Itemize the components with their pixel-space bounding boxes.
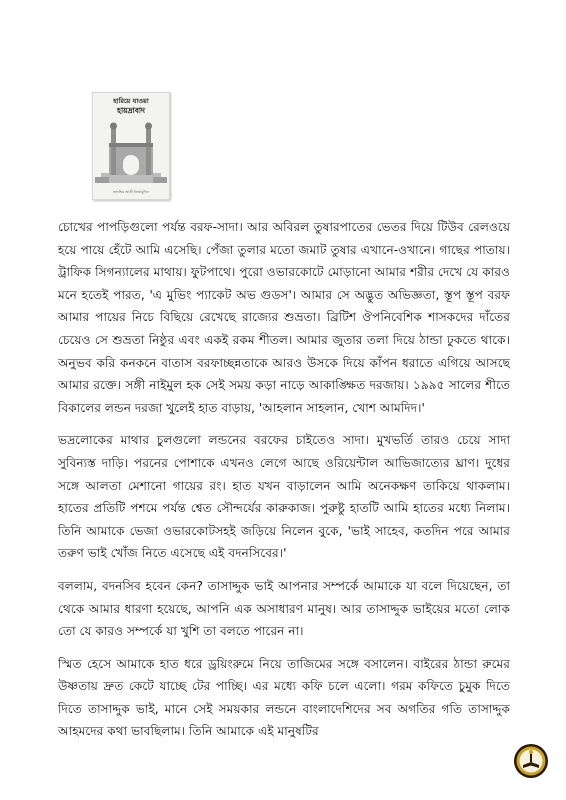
charminar-illustration	[93, 117, 169, 187]
book-cover-title: হারিয়ে যাওয়া	[113, 97, 149, 105]
publisher-logo-icon	[513, 743, 549, 779]
paragraph: বললাম, বদনসিব হবেন কেন? তাসাদ্দুক ভাই আপনার সম্পর্কে আমাকে যা বলে দিয়েছেন, তা থেকে আমার ধারণা হয়েছে, আপনি এক অসাধারণ মানুষ। আর তাসাদ্দুক ভাইয়ের মতো লোক তো যে কারও সম্পর্কে যা খুশি তা বলতে পারেন না।	[58, 578, 510, 639]
book-cover-author: তানভির আলী নিজামুদ্দিন	[112, 190, 150, 194]
paragraph: চোখের পাপড়িগুলো পর্যন্ত বরফ-সাদা। আর অবিরল তুষারপাতের ভেতর দিয়ে টিউব রেলওয়ে হয়ে পায়ে হেঁটে আমি এসেছি। পেঁজা তুলার মতো জমাট তুষার এখানে-ওখানে। গাছের পাতায়। ট্রাফিক সিগন্যালের মাথায়। ফুটপাথে। পুরো ওভারকোটে মোড়ানো আমার শরীর দেখে যে কারও মনে হতেই পারত, 'এ মুভিং প্যাকেট অভ গুডস'। আমার সে অদ্ভুত অভিজ্ঞতা, স্তূপ স্তূপ বরফ আমার পায়ের নিচে বিছিয়ে রেখেছে রাজ্যের শুভ্রতা। ব্রিটিশ ঔপনিবেশিক শাসকদের দাঁতের চেয়েও সে শুভ্রতা নিষ্ঠুর এবং একই রকম শীতল। আমার জুতার তলা দিয়ে ঠান্ডা ঢুকতে থাকে। অনুভব করি কনকনে বাতাস বরফাচ্ছন্নতাকে আরও উসকে দিয়ে কাঁপন ধরাতে এগিয়ে আসছে আমার রক্তে। সঙ্গী নাইমুল হক সেই সময় কড়া নাড়ে আকাঙ্ক্ষিত দরজায়। ১৯৯৫ সালের শীতে বিকালের লন্ডন দরজা খুলেই হাত বাড়ায়, 'আহলান সাহলান, খোশ আমদিদ।'	[58, 220, 510, 415]
page-body	[58, 216, 510, 753]
book-cover-city: হায়দ্রাবাদ	[117, 106, 145, 115]
paragraph: ভদ্রলোকের মাথার চুলগুলো লন্ডনের বরফের চাইতেও সাদা। মুখভর্তি তারও চেয়ে সাদা সুবিন্যস্ত দাড়ি। পরনের পোশাকে এখনও লেগে আছে ওরিয়েন্টাল আভিজাত্যের ঘ্রাণ। দুধের সঙ্গে আলতা মেশানো গায়ের রং। হাত যখন বাড়ালেন আমি অনেকক্ষণ তাকিয়ে থাকলাম। হাতের প্রতিটি পশমে পর্যন্ত শ্বেত সৌন্দর্যের কারুকাজ। পুরুষ্টু হাতটি আমি হাতের মধ্যে নিলাম। তিনি আমাকে ভেজা ওভারকোটসহই জড়িয়ে নিলেন বুকে, 'ভাই সাহেব, কতদিন পরে আমার তরুণ ভাই খোঁজ নিতে এসেছে এই বদনসিবের।'	[58, 433, 510, 561]
book-cover-image	[92, 92, 170, 200]
paragraph: স্মিত হেসে আমাকে হাত ধরে ড্রয়িংরুমে নিয়ে তাজিমের সঙ্গে বসালেন। বাইরের ঠান্ডা রুমের উষ্ণতায় দ্রুত কেটে যাচ্ছে টের পাচ্ছি। এর মধ্যে কফি চলে এলো। গরম কফিতে চুমুক দিতে দিতে তাসাদ্দুক ভাই, মানে সেই সময়কার লন্ডনে বাংলাদেশিদের সব অগতির গতি তাসাদ্দুক আহমদের কথা ভাবছিলাম। তিনি আমাকে এই মানুষটির	[58, 656, 510, 739]
